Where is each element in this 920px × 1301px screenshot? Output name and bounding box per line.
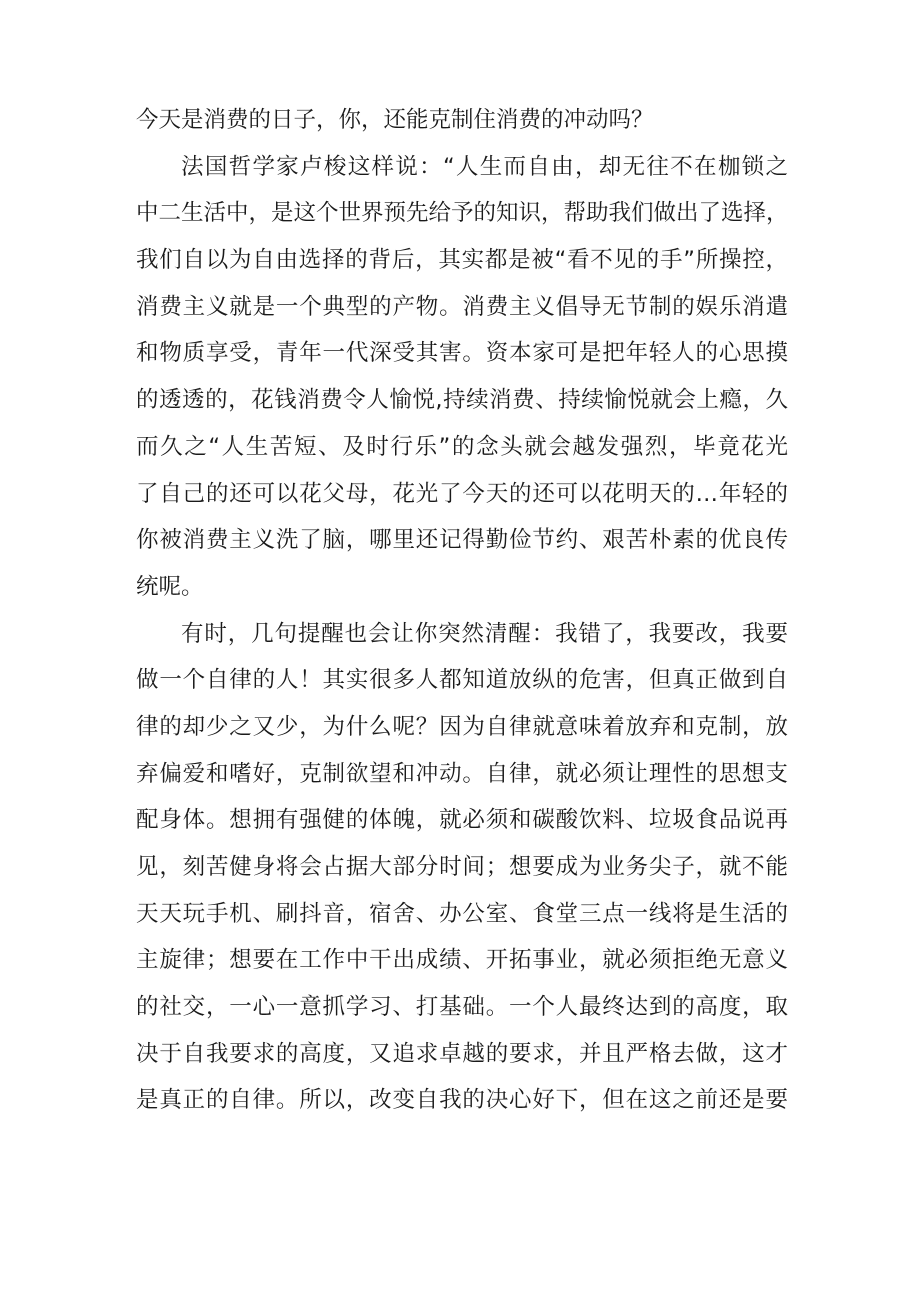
text-line: 决于自我要求的高度，又追求卓越的要求，并且严格去做，这才 <box>136 1040 788 1067</box>
paragraph-2 <box>136 144 788 611</box>
paragraph-1 <box>136 97 788 144</box>
text-line: 天天玩手机、刷抖音，宿舍、办公室、食堂三点一线将是生活的 <box>136 900 788 927</box>
text-line: 的透透的，花钱消费令人愉悦,持续消费、持续愉悦就会上瘾，久 <box>136 387 788 414</box>
text-line: 今天是消费的日子，你，还能克制住消费的冲动吗？ <box>136 107 654 133</box>
text-line: 中二生活中，是这个世界预先给予的知识，帮助我们做出了选择， <box>136 200 789 227</box>
text-line: 做一个自律的人！其实很多人都知道放纵的危害，但真正做到自 <box>136 667 788 694</box>
text-line: 的社交，一心一意抓学习、打基础。一个人最终达到的高度，取 <box>136 994 788 1021</box>
text-line: 了自己的还可以花父母，花光了今天的还可以花明天的…年轻的 <box>136 480 788 507</box>
text-line: 律的却少之又少，为什么呢？因为自律就意味着放弃和克制，放 <box>136 713 788 740</box>
text-line: 和物质享受，青年一代深受其害。资本家可是把年轻人的心思摸 <box>136 340 788 367</box>
text-line: 你被消费主义洗了脑，哪里还记得勤俭节约、艰苦朴素的优良传 <box>136 527 788 554</box>
body-text <box>136 97 788 1124</box>
text-line: 法国哲学家卢梭这样说：“人生而自由，却无往不在枷锁之 <box>181 153 788 180</box>
text-line: 见，刻苦健身将会占据大部分时间；想要成为业务尖子，就不能 <box>136 854 788 880</box>
paragraph-3 <box>136 611 788 1125</box>
text-line: 我们自以为自由选择的背后，其实都是被“看不见的手”所操控， <box>136 247 788 274</box>
text-line: 弃偏爱和嗜好，克制欲望和冲动。自律，就必须让理性的思想支 <box>136 760 788 787</box>
text-line: 是真正的自律。所以，改变自我的决心好下，但在这之前还是要 <box>136 1087 788 1114</box>
text-line: 消费主义就是一个典型的产物。消费主义倡导无节制的娱乐消遣 <box>136 293 788 320</box>
text-line: 配身体。想拥有强健的体魄，就必须和碳酸饮料、垃圾食品说再 <box>136 807 788 834</box>
text-line: 而久之“人生苦短、及时行乐”的念头就会越发强烈，毕竟花光 <box>136 433 788 460</box>
text-line: 统呢。 <box>136 573 204 600</box>
text-line: 有时，几句提醒也会让你突然清醒：我错了，我要改，我要 <box>181 620 788 647</box>
text-line: 主旋律；想要在工作中干出成绩、开拓事业，就必须拒绝无意义 <box>136 947 788 974</box>
